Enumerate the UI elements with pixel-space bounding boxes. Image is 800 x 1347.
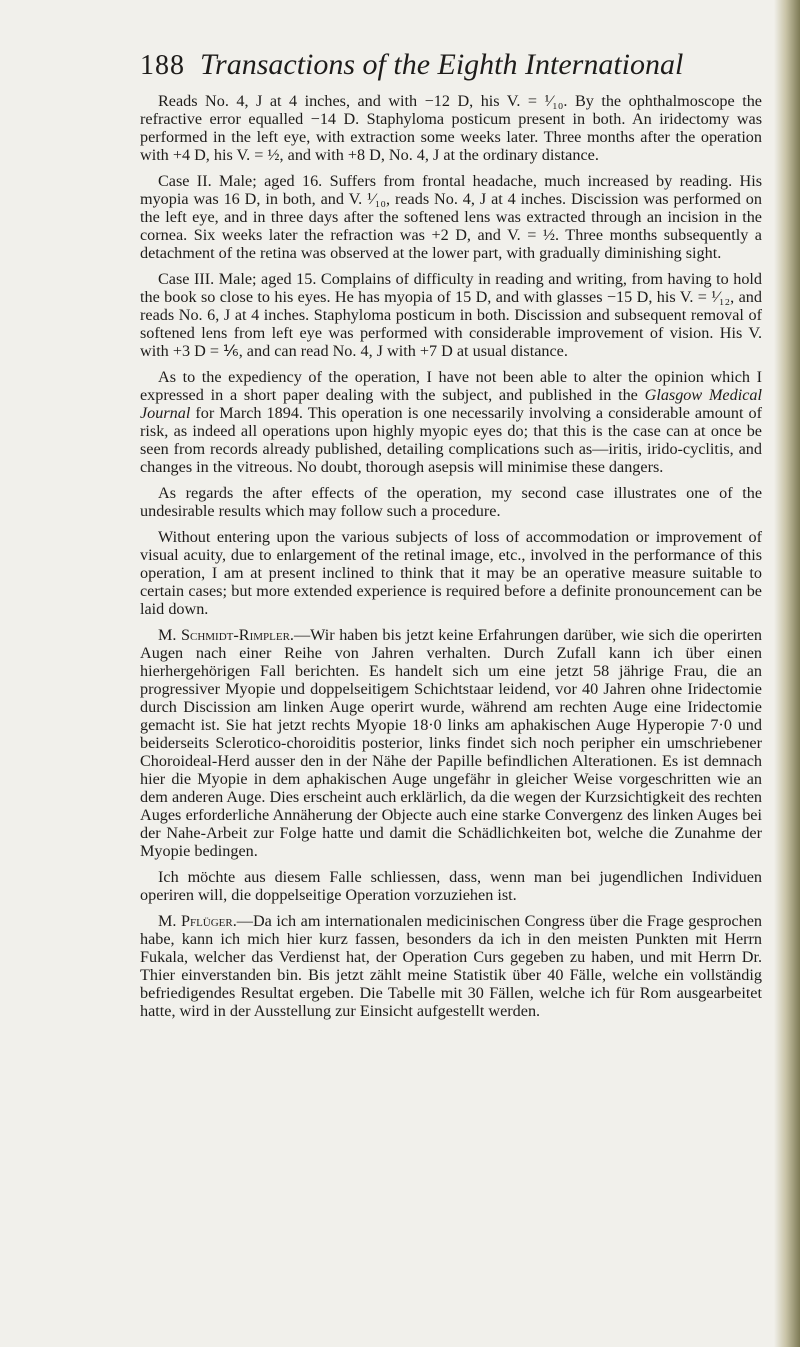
page-number: 188	[140, 50, 185, 81]
paragraph-case-one-continued: Reads No. 4, J at 4 inches, and with −12 D, his V. = ¹⁄₁₀. By the ophthalmoscope the refractive error equalled −14 D. Staphyloma posticum present in both. An iridectomy was performed in the left eye, with extraction some weeks later. Three months after the operation with +4 D, his V. = ½, and with +8 D, No. 4, J at the ordinary distance.	[140, 92, 762, 164]
paragraph-case-two: Case II. Male; aged 16. Suffers from frontal headache, much increased by reading. His myopia was 16 D, in both, and V. ¹⁄₁₀, reads No. 4, J at 4 inches. Discission was performed on the left eye, and in three days after the softened lens was extracted through an incision in the cornea. Six weeks later the refraction was +2 D, and V. = ½. Three months subsequently a detachment of the retina was observed at the lower part, with gradually diminishing sight.	[140, 172, 762, 262]
journal-title: Glasgow Medical Journal	[140, 386, 762, 422]
body-text	[140, 92, 762, 1028]
running-title: Transactions of the Eighth International	[200, 48, 684, 81]
paragraph-conclusion: Without entering upon the various subjects of loss of accommodation or improvement of visual acuity, due to enlargement of the retinal image, etc., involved in the performance of this operation, I am at present inclined to think that it may be an operative measure suitable to certain cases; but more extended experience is required before a definite pronouncement can be laid down.	[140, 528, 762, 618]
paragraph-pflueger	[140, 912, 762, 1020]
running-header	[140, 44, 750, 84]
paragraph-expediency	[140, 368, 762, 476]
speaker-remarks: —Da ich am internationalen medicinischen Congress über die Frage gesprochen habe, kann ich mich hier kurz fassen, besonders da ich in den meisten Punkten mit Herrn Fukala, welcher das Verdienst hat, der Operation Curs gegeben zu haben, und mit Herrn Dr. Thier einverstanden bin. Bis jetzt zählt meine Statistik über 40 Fälle, welche ein vollständig befriedigendes Resultat ergeben. Die Tabelle mit 30 Fällen, welche ich für Rom ausgearbeitet hatte, wird in der Ausstellung zur Einsicht aufgestellt werden.	[140, 912, 762, 1020]
paragraph-after-effects: As regards the after effects of the operation, my second case illustrates one of the undesirable results which may follow such a procedure.	[140, 484, 762, 520]
paragraph-schmidt-rimpler	[140, 626, 762, 860]
paragraph-case-three: Case III. Male; aged 15. Complains of difficulty in reading and writing, from having to hold the book so close to his eyes. He has myopia of 15 D, and with glasses −15 D, his V. = ¹⁄₁₂, and reads No. 6, J at 4 inches. Staphyloma posticum in both. Discission and subsequent removal of softened lens from left eye was performed with considerable improvement of vision. His V. with +3 D = ⅙, and can read No. 4, J with +7 D at usual distance.	[140, 270, 762, 360]
paragraph-expediency-text-end: for March 1894. This operation is one necessarily involving a considerable amount of risk, as indeed all operations upon highly myopic eyes do; that this is the case can at once be seen from records already published, detailing complications such as—iritis, irido-cyclitis, and changes in the vitreous. No doubt, thorough asepsis will minimise these dangers.	[140, 404, 762, 476]
page-edge-shadow	[774, 0, 800, 1347]
paragraph-schmidt-rimpler-conclusion: Ich möchte aus diesem Falle schliessen, dass, wenn man bei jugendlichen Individuen operiren will, die doppelseitige Operation vorzuziehen ist.	[140, 868, 762, 904]
speaker-name: M. Pflüger.	[158, 912, 237, 930]
speaker-remarks: —Wir haben bis jetzt keine Erfahrungen darüber, wie sich die operirten Augen nach einer Reihe von Jahren verhalten. Durch Zufall kann ich über einen hierhergehörigen Fall berichten. Es handelt sich um eine jetzt 58 jährige Frau, die an progressiver Myopie und doppelseitigem Schichtstaar leidend, vor 40 Jahren ohne Iridectomie durch Discission am linken Auge operirt wurde, während am rechten Auge eine Iridectomie gemacht ist. Sie hat jetzt rechts Myopie 18·0 links am aphakischen Auge Hyperopie 7·0 und beiderseits Sclerotico-choroiditis posterior, links findet sich noch peripher ein umschriebener Choroideal-Herd ausser den in der Nähe der Papille befindlichen Alterationen. Es ist demnach hier die Myopie in dem aphakischen Auge ungefähr in gleicher Weise vorgeschritten wie an dem anderen Auge. Dies erscheint auch erklärlich, da die wegen der Kurzsichtigkeit des rechten Auges erforderliche Annäherung der Objecte auch eine starke Convergenz des linken Auges bei der Nahe-Arbeit zur Folge hatte und damit die Schädlichkeiten bot, welche die Zunahme der Myopie bedingen.	[140, 626, 762, 860]
paragraph-expediency-text: As to the expediency of the operation, I have not been able to alter the opinion which I expressed in a short paper dealing with the subject, and published in the	[140, 368, 762, 404]
speaker-name: M. Schmidt-Rimpler.	[158, 626, 294, 644]
